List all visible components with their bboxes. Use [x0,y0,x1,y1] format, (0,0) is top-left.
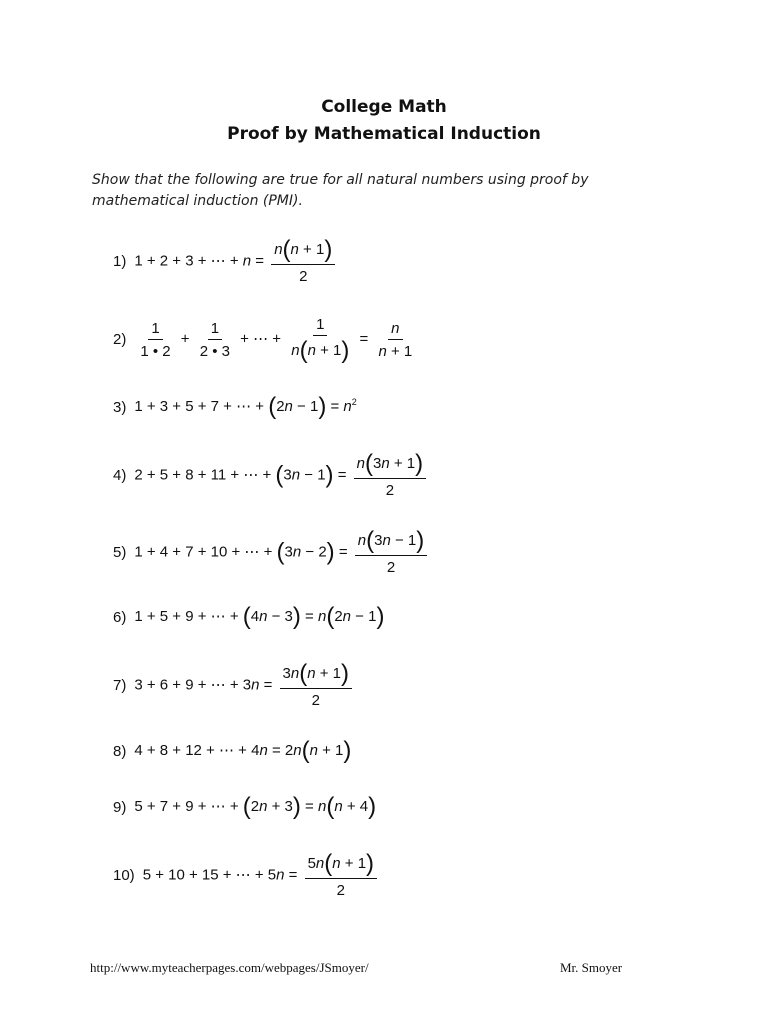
problem-4 [113,452,429,499]
footer-author: Mr. Smoyer [560,960,623,975]
page-title: College Math [321,97,447,117]
problem-number: 2) [113,331,127,348]
problem-number: 1) [113,253,127,270]
equation: 4 + 8 + 12 + ⋯ + 4n = 2n(n + 1) [134,737,352,764]
problem-number: 6) [113,608,127,626]
problem-1 [113,238,338,285]
problem-number: 7) [113,677,127,694]
equation: 2 + 5 + 8 + 11 + ⋯ + (3n − 1) = $\frac{n(3n + 1)}{2}$ [134,452,429,499]
instructions: Show that the following are true for all natural numbers using proof by mathematical induction (PMI). [92,172,589,209]
problem-6 [113,605,384,629]
equation: 3 + 6 + 9 + ⋯ + 3n = $\frac{3n(n + 1)}{2}$ [134,662,355,709]
problem-3 [113,395,357,419]
equation: $\frac{1}{1 • 2}$ + $\frac{1}{2 • 3}$ + ⋯ + $\frac{1}{n(n + 1)}$ = $\frac{n}{n + 1}$ [140,316,413,364]
problem-9 [113,795,376,819]
page-subtitle: Proof by Mathematical Induction [227,124,541,144]
problem-number: 3) [113,398,127,416]
problem-8 [113,739,351,763]
problem-10 [113,852,380,899]
problem-number: 5) [113,544,127,561]
equation: 5 + 7 + 9 + ⋯ + (2n + 3) = n(n + 4) [134,793,377,820]
problem-5 [113,529,430,576]
equation: 1 + 2 + 3 + ⋯ + n = $\frac{n(n + 1)}{2}$ [134,238,338,285]
problem-7 [113,662,355,709]
problem-number: 8) [113,742,127,760]
problem-number: 4) [113,467,127,484]
equation: 1 + 3 + 5 + 7 + ⋯ + $(2n - 1) = n^2$ [134,393,357,420]
problem-2 [113,316,418,363]
equation: 1 + 5 + 9 + ⋯ + (4n − 3) = n(2n − 1) [134,603,385,630]
equation: 5 + 10 + 15 + ⋯ + 5n = $\frac{5n(n + 1)}{2}$ [143,852,380,899]
equation: 1 + 4 + 7 + 10 + ⋯ + (3n − 2) = $\frac{n(3n - 1)}{2}$ [134,529,430,576]
problem-number: 9) [113,798,127,816]
footer-url[interactable]: http://www.myteacherpages.com/webpages/JSmoyer/ [90,960,369,975]
problem-number: 10) [113,867,135,884]
